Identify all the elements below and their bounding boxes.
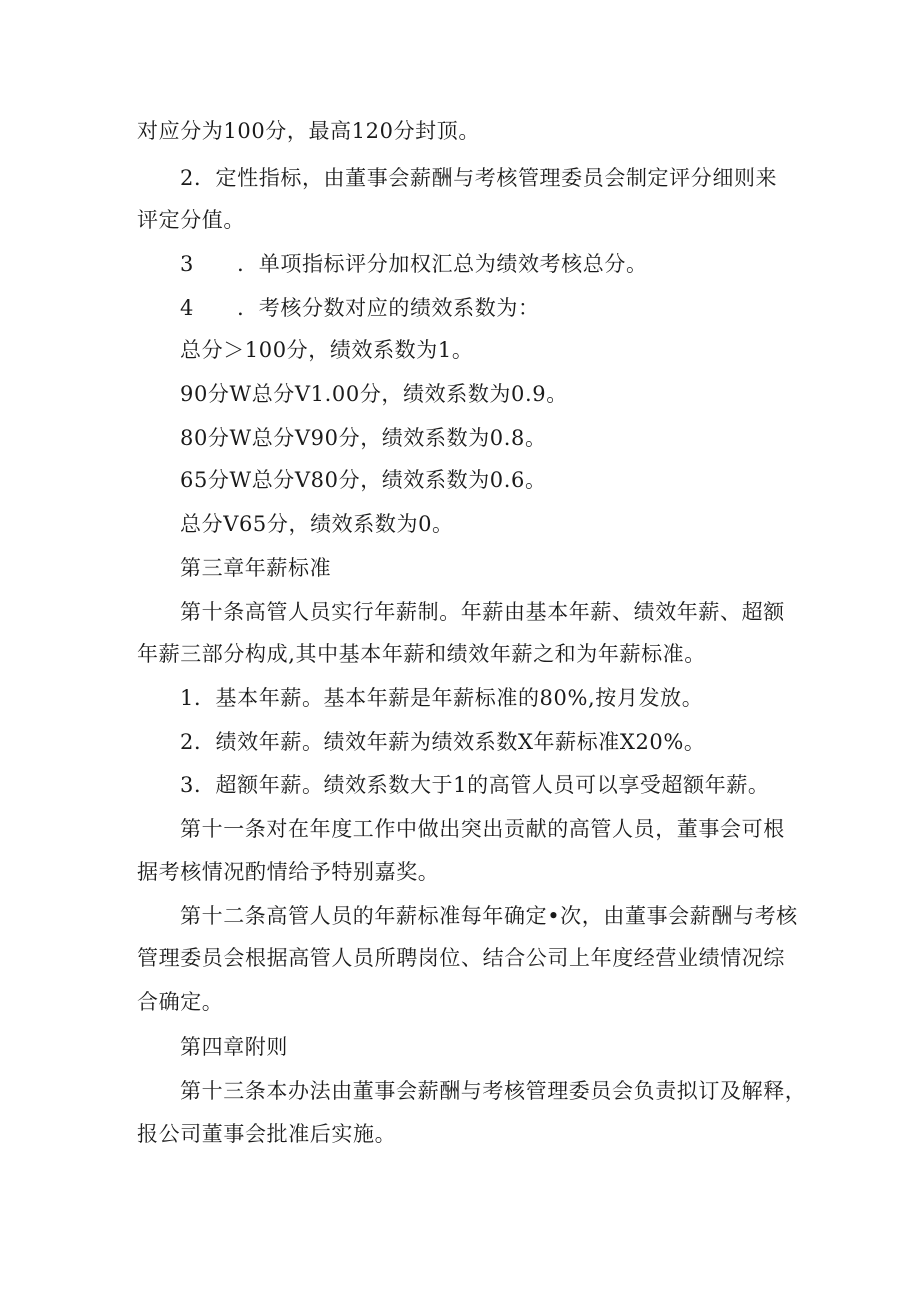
text-line-3: 评定分值。 [137,208,245,232]
chapter-heading-3: 第三章年薪标准 [180,556,332,580]
text-line-9: 65分W总分V80分，绩效系数为0.6。 [180,468,547,492]
text-line-23: 第十三条本办法由董事会薪酬与考核管理委员会负责拟订及解释， [180,1079,807,1103]
text-line-5: 4 ．考核分数对应的绩效系数为： [180,296,540,320]
text-line-10: 总分V65分，绩效系数为0。 [180,512,454,536]
chapter-heading-4: 第四章附则 [180,1035,288,1059]
text-line-2: 2．定性指标，由董事会薪酬与考核管理委员会制定评分细则来 [180,166,778,190]
text-line-1: 对应分为100分，最高120分封顶。 [137,119,480,143]
text-line-16: 3．超额年薪。绩效系数大于1的高管人员可以享受超额年薪。 [180,773,770,797]
text-line-21: 合确定。 [137,990,224,1014]
text-line-19: 第十二条高管人员的年薪标准每年确定•次，由董事会薪酬与考核 [180,904,798,928]
text-line-6: 总分＞100分，绩效系数为1。 [180,338,474,362]
text-line-14: 1．基本年薪。基本年薪是年薪标准的80%,按月发放。 [180,686,704,710]
text-line-4: 3 ．单项指标评分加权汇总为绩效考核总分。 [180,252,648,276]
text-line-24: 报公司董事会批准后实施。 [137,1122,397,1146]
text-line-20: 管理委员会根据高管人员所聘岗位、结合公司上年度经营业绩情况综 [137,946,785,970]
text-line-15: 2．绩效年薪。绩效年薪为绩效系数X年薪标准X20%。 [180,730,706,754]
text-line-12: 第十条高管人员实行年薪制。年薪由基本年薪、绩效年薪、超额 [180,600,785,624]
text-line-7: 90分W总分V1.00分，绩效系数为0.9。 [180,382,568,406]
text-line-17: 第十一条对在年度工作中做出突出贡献的高管人员，董事会可根 [180,817,785,841]
text-line-8: 80分W总分V90分，绩效系数为0.8。 [180,426,547,450]
text-line-13: 年薪三部分构成,其中基本年薪和绩效年薪之和为年薪标准。 [137,642,706,666]
text-line-18: 据考核情况酌情给予特别嘉奖。 [137,860,440,884]
